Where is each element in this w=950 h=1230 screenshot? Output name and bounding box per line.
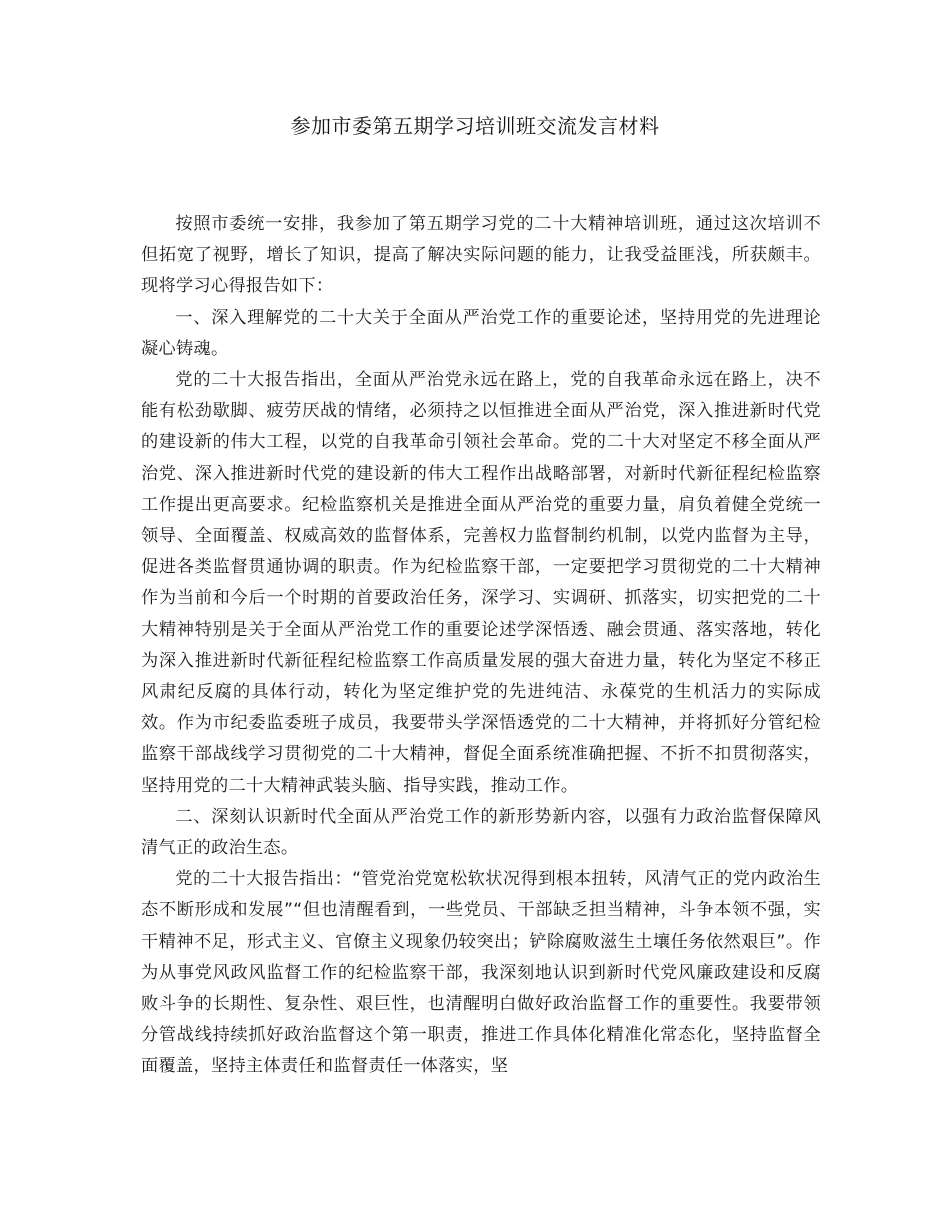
paragraph-intro: 按照市委统一安排，我参加了第五期学习党的二十大精神培训班，通过这次培训不但拓宽了视野，增长了知识，提高了解决实际问题的能力，让我受益匪浅，所获颇丰。现将学习心得报告如下： (141, 214, 821, 297)
section-heading-two: 二、深刻认识新时代全面从严治党工作的新形势新内容，以强有力政治监督保障风清气正的政治生态。 (141, 806, 821, 859)
paragraph-section-two: 党的二十大报告指出：“管党治党宽松软状况得到根本扭转，风清气正的党内政治生态不断形成和发展”“但也清醒看到，一些党员、干部缺乏担当精神，斗争本领不强，实干精神不足，形式主义、官僚主义现象仍较突出；铲除腐败滋生土壤任务依然艰巨”。作为从事党风政风监督工作的纪检监察干部，我深刻地认识到新时代党风廉政建设和反腐败斗争的长期性、复杂性、艰巨性，也清醒明白做好政治监督工作的重要性。我要带领分管战线持续抓好政治监督这个第一职责，推进工作具体化精准化常态化，坚持监督全面覆盖，坚持主体责任和监督责任一体落实，坚 (141, 869, 821, 1077)
section-heading-one: 一、深入理解党的二十大关于全面从严治党工作的重要论述，坚持用党的先进理论凝心铸魂。 (141, 307, 821, 359)
document-title: 参加市委第五期学习培训班交流发言材料 (290, 114, 660, 138)
document-body (141, 209, 821, 1083)
paragraph-section-one: 党的二十大报告指出，全面从严治党永远在路上，党的自我革命永远在路上，决不能有松劲歇脚、疲劳厌战的情绪，必须持之以恒推进全面从严治党，深入推进新时代党的建设新的伟大工程，以党的自我革命引领社会革命。党的二十大对坚定不移全面从严治党、深入推进新时代党的建设新的伟大工程作出战略部署，对新时代新征程纪检监察工作提出更高要求。纪检监察机关是推进全面从严治党的重要力量，肩负着健全党统一领导、全面覆盖、权威高效的监督体系，完善权力监督制约机制，以党内监督为主导，促进各类监督贯通协调的职责。作为纪检监察干部，一定要把学习贯彻党的二十大精神作为当前和今后一个时期的首要政治任务，深学习、实调研、抓落实，切实把党的二十大精神特别是关于全面从严治党工作的重要论述学深悟透、融会贯通、落实落地，转化为深入推进新时代新征程纪检监察工作高质量发展的强大奋进力量，转化为坚定不移正风肃纪反腐的具体行动，转化为坚定维护党的先进纯洁、永葆党的生机活力的实际成效。作为市纪委监委班子成员，我要带头学深悟透党的二十大精神，并将抓好分管纪检监察干部战线学习贯彻党的二十大精神，督促全面系统准确把握、不折不扣贯彻落实，坚持用党的二十大精神武装头脑、指导实践，推动工作。 (141, 370, 821, 796)
